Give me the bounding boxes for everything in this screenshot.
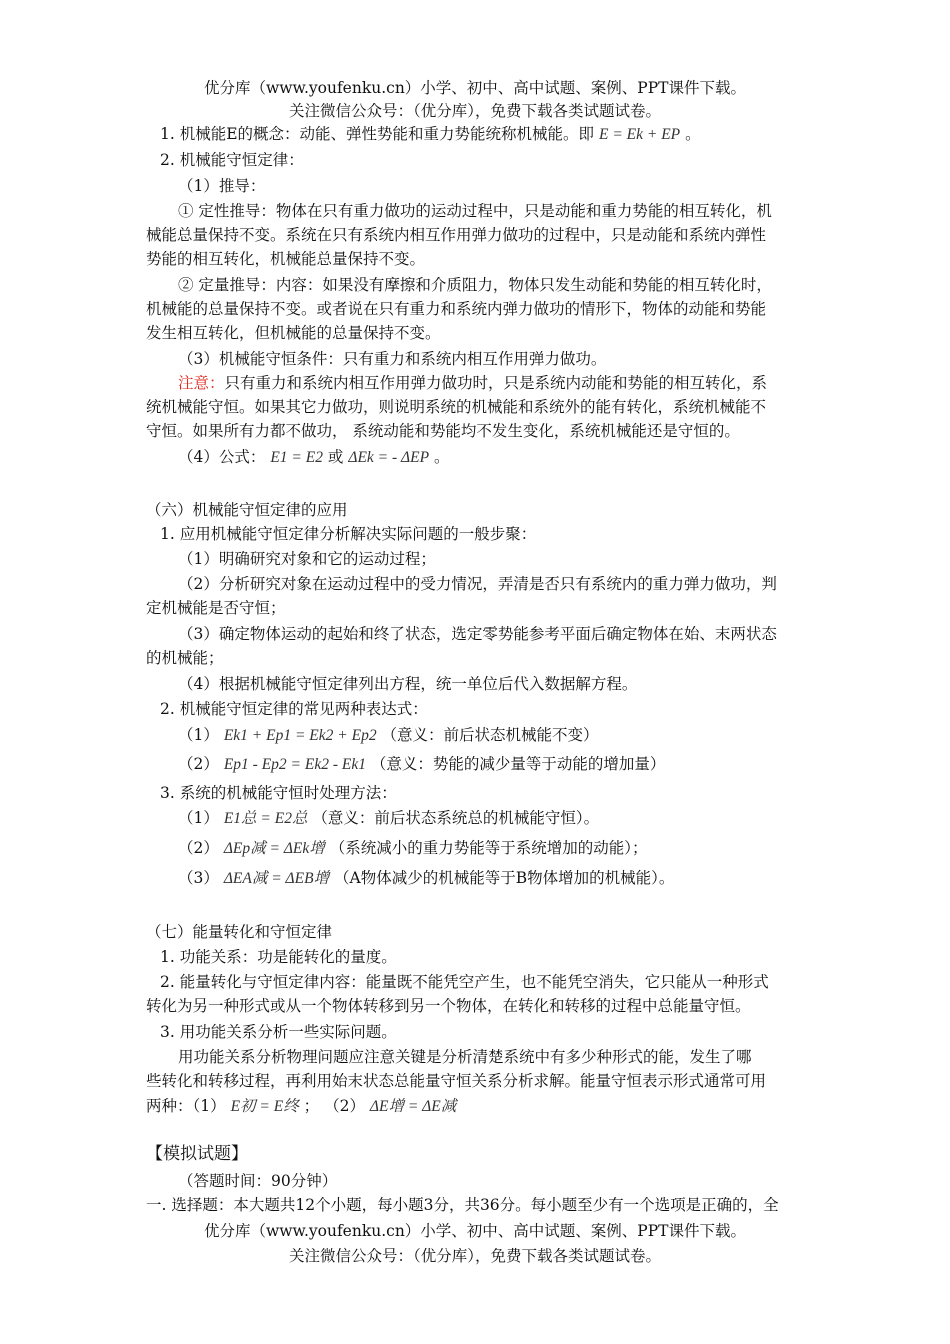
step-1: （1）明确研究对象和它的运动过程； (178, 550, 436, 568)
header-line-2: 关注微信公众号：（优分库），免费下载各类试题试卷。 (288, 102, 661, 120)
expression-2: （2） Ep1 - Ep2 = Ek2 - Ek1 （意义：势能的减少量等于动能的增加量） (178, 755, 666, 773)
system-method-3: （3） ΔEA减 = ΔEB增 （A物体减少的机械能等于B物体增加的机械能）。 (178, 869, 675, 887)
exam-intro: 一. 选择题：本大题共12个小题，每小题3分，共36分。每小题至少有一个选项是正确的，全 (146, 1196, 779, 1214)
formula-system-1: E1总 = E2总 (223, 810, 308, 827)
formula-energy-initial-final: E初 = E终 (230, 1098, 299, 1115)
quantitative-line-3: 发生相互转化，但机械能的总量保持不变。 (146, 324, 441, 342)
formula-line: （4）公式： E1 = E2 或 ΔEk = - ΔEP 。 (178, 448, 450, 466)
note-label: 注意： (178, 374, 225, 392)
expression-1: （1） Ek1 + Ep1 = Ek2 + Ep2 （意义：前后状态机械能不变） (178, 726, 599, 744)
system-methods-heading: 3. 系统的机械能守恒时处理方法： (160, 784, 397, 802)
step-2-line-1: （2）分析研究对象在运动过程中的受力情况，弄清是否只有系统内的重力弹力做功，判 (178, 575, 777, 593)
step-3-line-1: （3）确定物体运动的起始和终了状态，选定零势能参考平面后确定物体在始、末两状态 (178, 625, 777, 643)
footer-line-2: 关注微信公众号：（优分库），免费下载各类试题试卷。 (288, 1247, 661, 1265)
note-line-3: 守恒。如果所有力都不做功， 系统动能和势能均不发生变化，系统机械能还是守恒的。 (146, 422, 740, 440)
formula-energy-sum: E = Ek + EP (598, 126, 681, 143)
energy-analysis-line-1: 用功能关系分析物理问题应注意关键是分析清楚系统中有多少种形式的能，发生了哪 (178, 1048, 752, 1066)
formula-energy-increase-decrease: ΔE增 = ΔE减 (369, 1098, 457, 1115)
header-line-1: 优分库（www.youfenku.cn）小学、初中、高中试题、案例、PPT课件下载。 (203, 79, 747, 97)
energy-relation: 1. 功能关系：功是能转化的量度。 (160, 948, 397, 966)
qualitative-line-2: 械能总量保持不变。系统在只有系统内相互作用弹力做功的过程中，只是动能和系统内弹性 (146, 226, 767, 244)
note-line-1: 注意：只有重力和系统内相互作用弹力做功时，只是系统内动能和势能的相互转化，系 (178, 374, 768, 392)
exam-time: （答题时间：90分钟） (178, 1172, 338, 1190)
step-4: （4）根据机械能守恒定律列出方程，统一单位后代入数据解方程。 (178, 675, 638, 693)
exam-title: 【模拟试题】 (146, 1144, 248, 1164)
system-method-1: （1） E1总 = E2总 （意义：前后状态系统总的机械能守恒）。 (178, 809, 600, 827)
conservation-condition: （3）机械能守恒条件：只有重力和系统内相互作用弹力做功。 (178, 350, 607, 368)
step-3-line-2: 的机械能； (146, 649, 224, 667)
quantitative-line-2: 机械能的总量保持不变。或者说在只有重力和系统内弹力做功的情形下，物体的动能和势能 (146, 300, 767, 318)
quantitative-line-1: ② 定量推导：内容：如果没有摩擦和介质阻力，物体只发生动能和势能的相互转化时， (178, 276, 772, 294)
system-method-2: （2） ΔEp减 = ΔEk增 （系统减小的重力势能等于系统增加的动能）； (178, 839, 648, 857)
energy-law-line-2: 转化为另一种形式或从一个物体转移到另一个物体，在转化和转移的过程中总能量守恒。 (146, 997, 751, 1015)
energy-analysis-line-2: 些转化和转移过程，再利用始末状态总能量守恒关系分析求解。能量守恒表示形式通常可用 (146, 1072, 767, 1090)
expressions-heading: 2. 机械能守恒定律的常见两种表达式： (160, 700, 428, 718)
steps-heading: 1. 应用机械能守恒定律分析解决实际问题的一般步聚： (160, 525, 537, 543)
conservation-law-heading: 2. 机械能守恒定律： (160, 151, 304, 169)
energy-analysis-heading: 3. 用功能关系分析一些实际问题。 (160, 1023, 397, 1041)
derivation-heading: （1）推导： (178, 177, 266, 195)
qualitative-line-1: ① 定性推导：物体在只有重力做功的运动过程中，只是动能和重力势能的相互转化，机 (178, 202, 772, 220)
note-line-2: 统机械能守恒。如果其它力做功，则说明系统的机械能和系统外的能有转化，系统机械能不 (146, 398, 767, 416)
section-7-title: （七）能量转化和守恒定律 (146, 923, 333, 941)
formula-expression-2: Ep1 - Ep2 = Ek2 - Ek1 (223, 756, 366, 773)
formula-system-3: ΔEA减 = ΔEB增 (223, 870, 330, 887)
formula-e1-e2: E1 = E2 (270, 449, 323, 466)
formula-system-2: ΔEp减 = ΔEk增 (223, 840, 325, 857)
step-2-line-2: 定机械能是否守恒； (146, 599, 286, 617)
qualitative-line-3: 势能的相互转化，机械能总量保持不变。 (146, 250, 426, 268)
formula-delta-ek: ΔEk = - ΔEP (348, 449, 430, 466)
mechanical-energy-definition: 1. 机械能E的概念：动能、弹性势能和重力势能统称机械能。即 E = Ek + EP 。 (160, 125, 701, 143)
section-6-title: （六）机械能守恒定律的应用 (146, 501, 348, 519)
footer-line-1: 优分库（www.youfenku.cn）小学、初中、高中试题、案例、PPT课件下载。 (203, 1222, 747, 1240)
energy-law-line-1: 2. 能量转化与守恒定律内容：能量既不能凭空产生，也不能凭空消失，它只能从一种形式 (160, 973, 769, 991)
energy-analysis-line-3: 两种：（1） E初 = E终 ； （2） ΔE增 = ΔE减 (146, 1097, 457, 1115)
formula-expression-1: Ek1 + Ep1 = Ek2 + Ep2 (223, 727, 377, 744)
